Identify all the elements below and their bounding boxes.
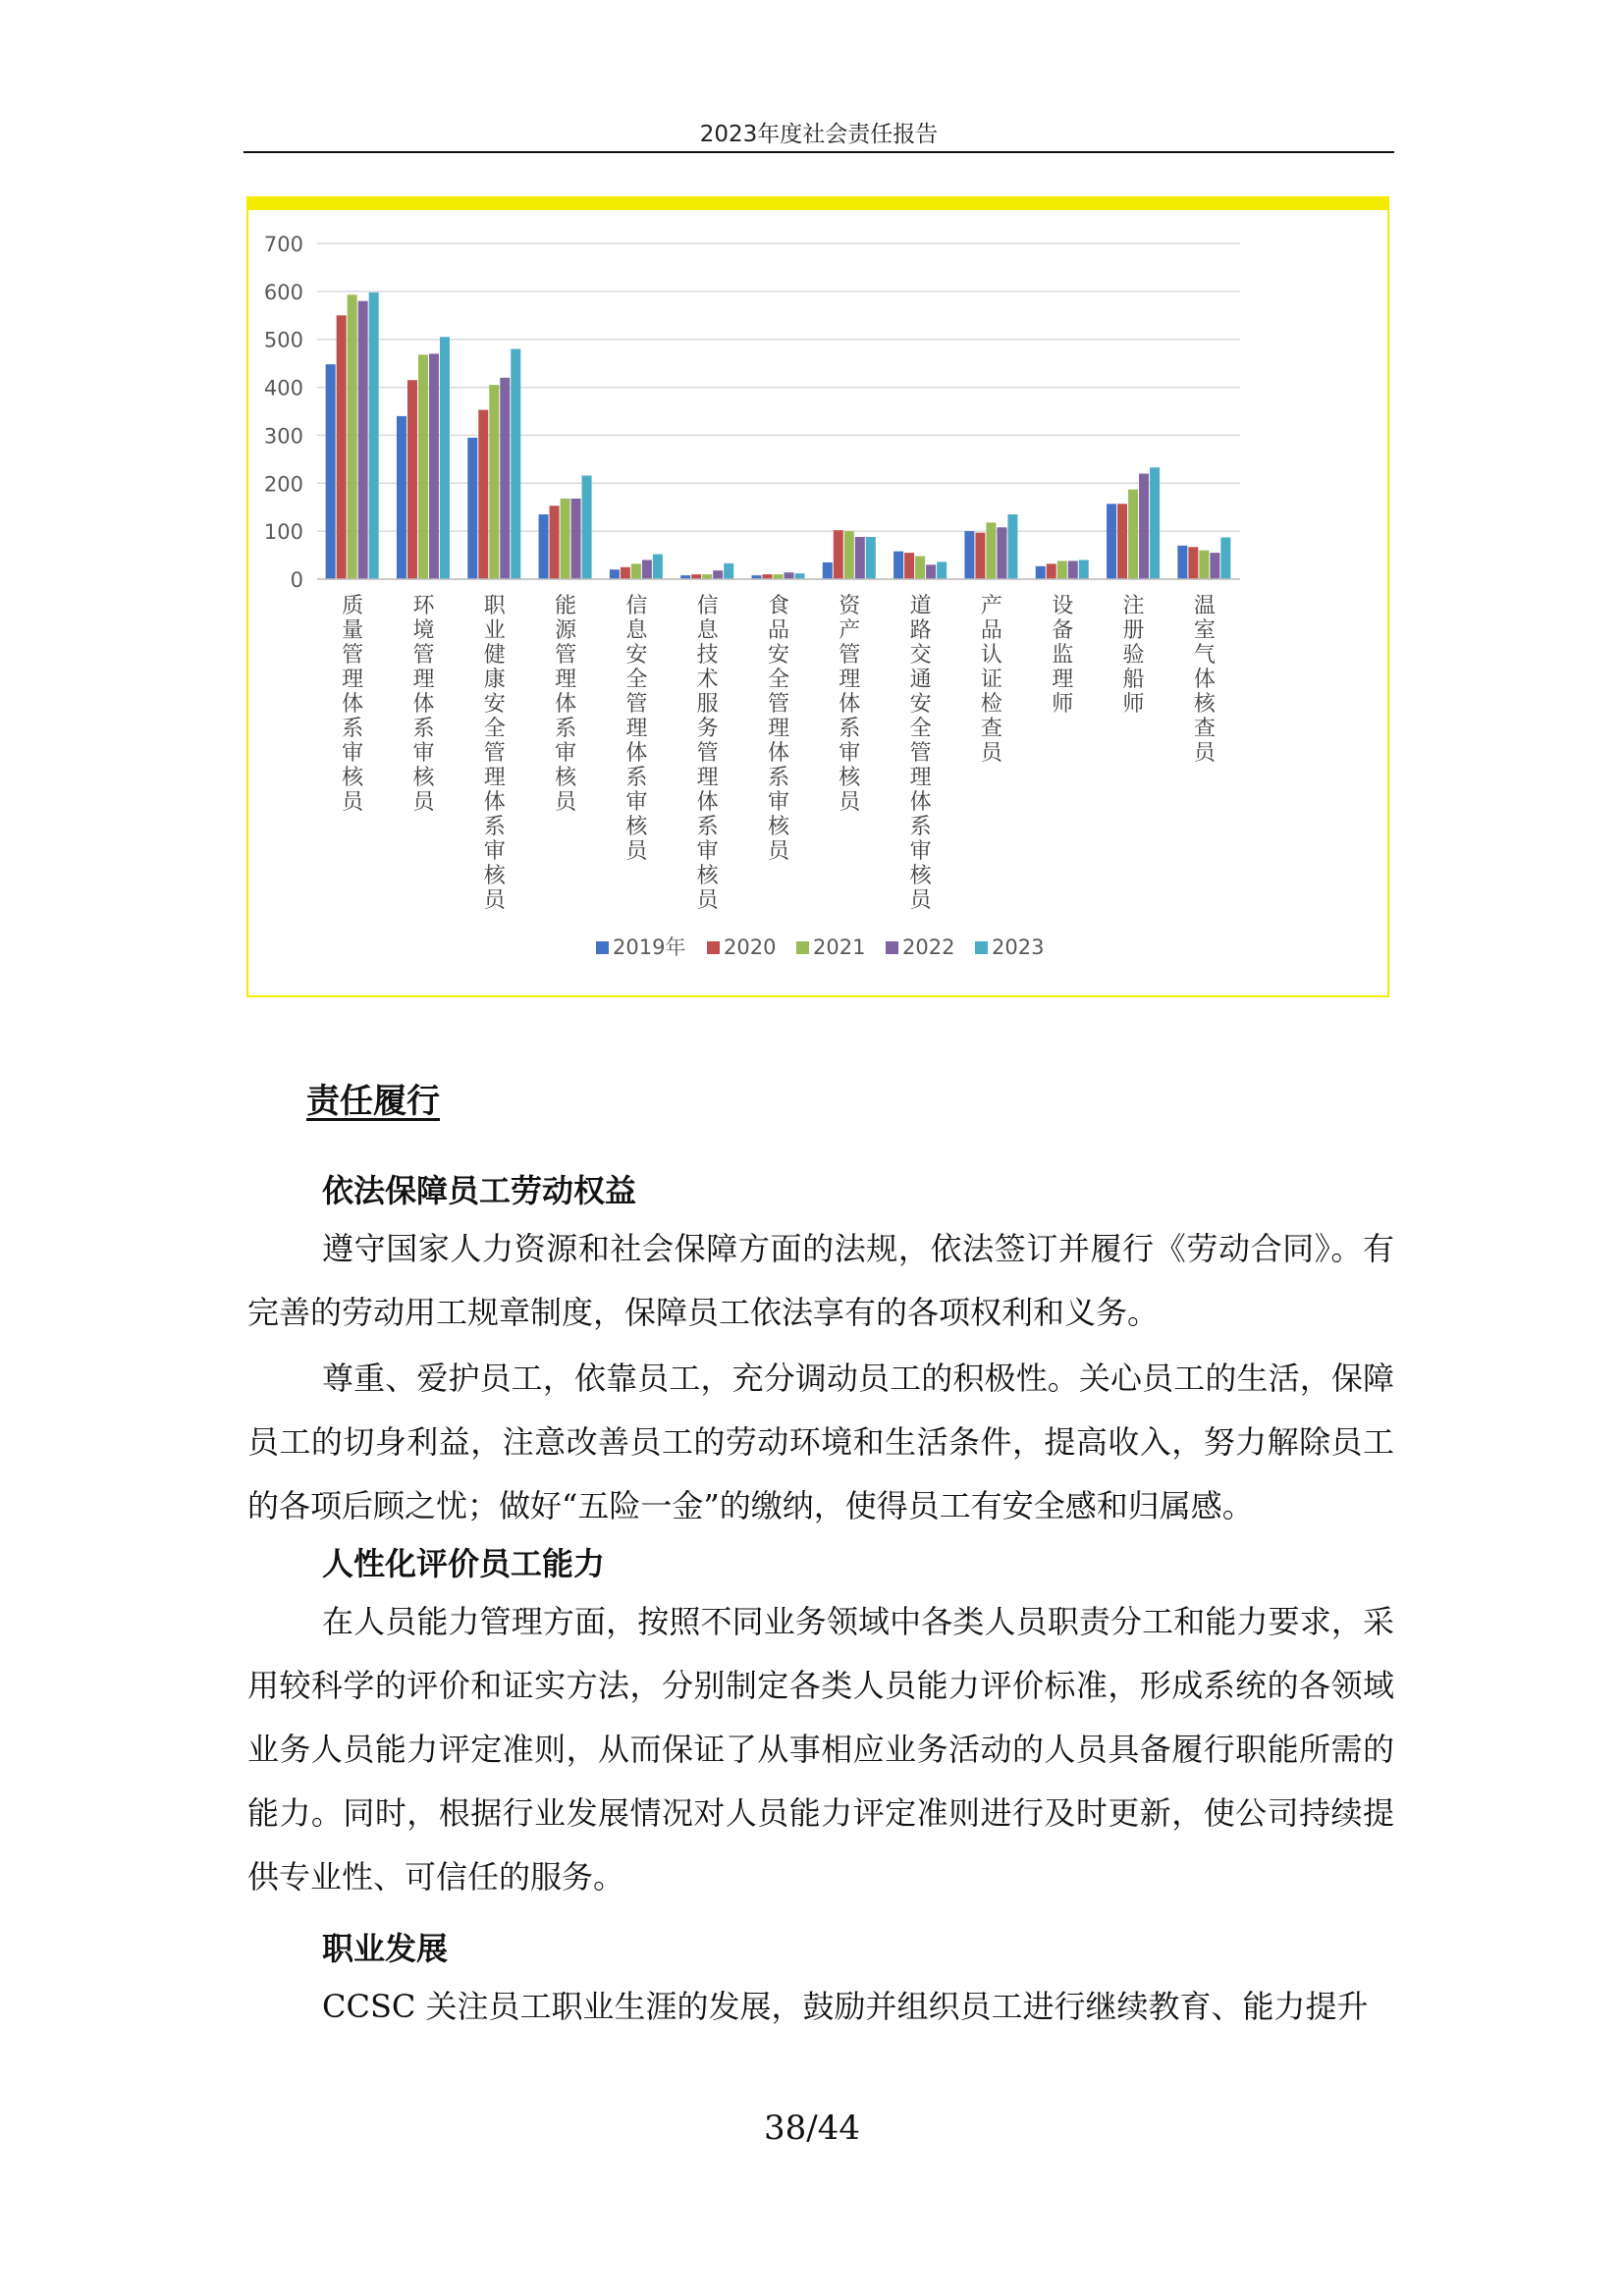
y-tick-label: 600	[263, 280, 303, 304]
y-tick-label: 700	[263, 233, 303, 256]
bar-5-2021	[631, 563, 641, 579]
bar-10-2022	[997, 527, 1006, 579]
bar-10-2021	[986, 522, 996, 579]
bar-13-2020	[1188, 547, 1198, 579]
paragraph-care: 尊重、爱护员工，依靠员工，充分调动员工的积极性。关心员工的生活，保障员工的切身利益，注意改善员工的劳动环境和生活条件，提高收入，努力解除员工的各项后顾之忧；做好“五险一金”的缴纳，使得员工有安全感和归属感。	[247, 1360, 1394, 1524]
header-rule	[244, 151, 1394, 153]
y-tick-label: 200	[263, 472, 303, 497]
y-tick-label: 0	[290, 568, 303, 592]
x-tick-label: 产品认证检查员	[980, 594, 1002, 766]
bar-9-2022	[926, 564, 936, 579]
bar-13-2023	[1220, 537, 1230, 579]
legend-swatch	[886, 941, 898, 954]
legend-swatch	[707, 941, 720, 954]
legend-swatch	[796, 941, 809, 954]
bar-5-2019年	[610, 569, 620, 579]
bar-12-2020	[1117, 504, 1127, 579]
bar-4-2020	[550, 506, 560, 579]
x-tick-label: 信息安全管理体系审核员	[625, 594, 648, 864]
bar-1-2021	[348, 294, 357, 579]
bar-8-2022	[855, 537, 865, 579]
legend-label: 2022	[902, 935, 955, 959]
bar-6-2023	[724, 563, 733, 579]
bar-7-2022	[785, 572, 794, 579]
subhead-career: 职业发展	[322, 1930, 449, 1967]
bar-9-2020	[904, 553, 914, 579]
legend-label: 2020	[724, 935, 777, 959]
x-tick-label: 设备监理师	[1052, 594, 1074, 717]
bar-12-2023	[1150, 467, 1160, 579]
bar-4-2021	[561, 499, 570, 579]
bar-11-2019年	[1036, 566, 1046, 579]
bar-9-2023	[937, 561, 947, 579]
bar-12-2021	[1128, 490, 1138, 579]
bar-13-2019年	[1177, 546, 1187, 579]
bar-4-2019年	[539, 514, 549, 579]
bar-10-2023	[1007, 514, 1017, 579]
bar-5-2022	[642, 560, 652, 579]
bar-10-2020	[975, 533, 985, 579]
bar-chart	[248, 210, 1387, 995]
bar-12-2022	[1139, 474, 1149, 579]
bar-13-2021	[1199, 551, 1209, 579]
bar-3-2020	[478, 410, 488, 579]
subhead-evaluation: 人性化评价员工能力	[322, 1545, 606, 1582]
bar-11-2020	[1047, 563, 1056, 579]
bar-13-2022	[1210, 553, 1219, 579]
x-tick-label: 信息技术服务管理体系审核员	[696, 594, 719, 913]
x-tick-label: 资产管理体系审核员	[839, 594, 861, 815]
bar-6-2022	[713, 570, 723, 579]
paragraph-career: CCSC 关注员工职业生涯的发展，鼓励并组织员工进行继续教育、能力提升	[322, 1988, 1369, 2025]
x-tick-label: 食品安全管理体系审核员	[767, 594, 790, 864]
bar-1-2022	[358, 301, 368, 579]
bar-8-2020	[834, 530, 843, 579]
legend-swatch	[975, 941, 988, 954]
bar-5-2020	[621, 567, 630, 579]
legend-swatch	[596, 941, 609, 954]
x-tick-label: 注册验船师	[1122, 594, 1145, 717]
bar-8-2021	[844, 531, 854, 579]
bar-7-2023	[795, 573, 805, 579]
bar-2-2022	[429, 353, 439, 579]
y-tick-label: 300	[263, 424, 303, 449]
bar-9-2021	[915, 557, 925, 579]
bar-2-2020	[407, 380, 417, 579]
legend-label: 2021	[813, 935, 866, 959]
page-number: 38/44	[764, 2109, 860, 2148]
legend-label: 2019年	[613, 935, 686, 959]
y-tick-label: 400	[263, 376, 303, 400]
y-tick-label: 100	[263, 520, 303, 545]
bar-1-2023	[369, 293, 379, 579]
bar-10-2019年	[964, 531, 974, 579]
legend-label: 2023	[992, 935, 1045, 959]
subhead-labor-rights: 依法保障员工劳动权益	[322, 1172, 637, 1209]
bar-11-2023	[1079, 560, 1089, 579]
x-tick-label: 温室气体核查员	[1193, 594, 1216, 766]
bar-2-2021	[418, 354, 428, 579]
bar-11-2022	[1068, 561, 1078, 579]
chart-frame	[246, 196, 1389, 997]
x-tick-label: 道路交通安全管理体系审核员	[909, 594, 932, 913]
bar-1-2020	[337, 315, 347, 579]
x-tick-label: 环境管理体系审核员	[412, 594, 435, 815]
bar-8-2023	[866, 537, 876, 579]
bar-11-2021	[1057, 561, 1067, 579]
bar-8-2019年	[823, 562, 833, 579]
bar-4-2023	[582, 475, 592, 579]
bar-9-2019年	[893, 552, 903, 579]
bar-3-2021	[489, 385, 499, 579]
y-tick-label: 500	[263, 328, 303, 352]
bar-1-2019年	[326, 364, 336, 579]
bar-2-2023	[440, 337, 450, 579]
x-tick-label: 质量管理体系审核员	[342, 594, 364, 815]
bar-3-2019年	[467, 438, 477, 579]
paragraph-evaluation: 在人员能力管理方面，按照不同业务领域中各类人员职责分工和能力要求，采用较科学的评价和证实方法，分别制定各类人员能力评价标准，形成系统的各领域业务人员能力评定准则，从而保证了从事相应业务活动的人员具备履行职能所需的能力。同时，根据行业发展情况对人员能力评定准则进行及时更新，使公司持续提供专业性、可信任的服务。	[247, 1603, 1394, 1896]
bar-2-2019年	[397, 416, 406, 579]
bar-4-2022	[571, 499, 581, 579]
bar-3-2023	[511, 348, 520, 579]
paragraph-labor-law: 遵守国家人力资源和社会保障方面的法规，依法签订并履行《劳动合同》。有完善的劳动用工规章制度，保障员工依法享有的各项权利和义务。	[247, 1230, 1394, 1331]
section-title: 责任履行	[306, 1082, 440, 1121]
x-tick-label: 职业健康安全管理体系审核员	[483, 594, 506, 913]
page-header: 2023年度社会责任报告	[699, 122, 939, 147]
x-tick-label: 能源管理体系审核员	[555, 594, 577, 815]
bar-3-2022	[500, 378, 510, 579]
bar-5-2023	[653, 555, 663, 579]
bar-12-2019年	[1107, 504, 1116, 579]
